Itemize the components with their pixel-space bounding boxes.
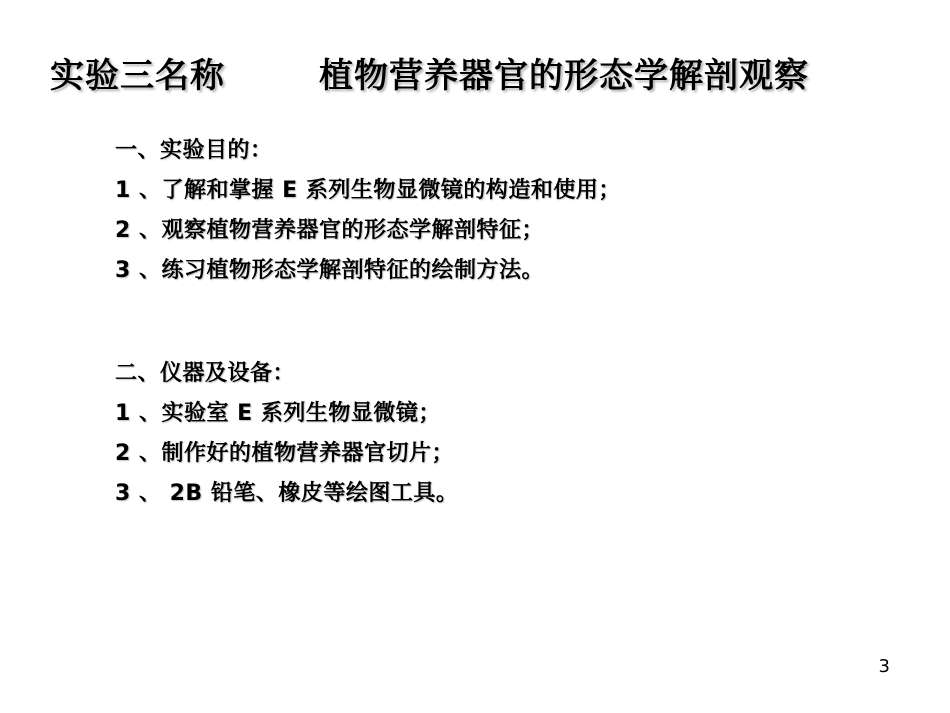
objectives-heading: 一、实验目的： [115, 138, 273, 163]
equipment-section [115, 354, 458, 514]
page-number: 3 [878, 656, 890, 677]
equipment-heading: 二、仪器及设备： [115, 361, 296, 386]
objective-item-1: 1 、了解和掌握 E 系列生物显微镜的构造和使用； [115, 178, 621, 203]
objective-item-2: 2 、观察植物营养器官的形态学解剖特征； [115, 218, 544, 243]
equipment-item-2: 2 、制作好的植物营养器官切片； [115, 441, 454, 466]
equipment-item-1: 1 、实验室 E 系列生物显微镜； [115, 401, 441, 426]
equipment-item-3: 3 、 2B 铅笔、橡皮等绘图工具。 [115, 481, 459, 506]
experiment-name: 植物营养器官的形态学解剖观察 [319, 55, 809, 96]
experiment-label: 实验三名称 [50, 55, 225, 96]
objectives-section [115, 131, 621, 291]
slide-title [50, 48, 809, 96]
objective-item-3: 3 、练习植物形态学解剖特征的绘制方法。 [115, 258, 544, 283]
